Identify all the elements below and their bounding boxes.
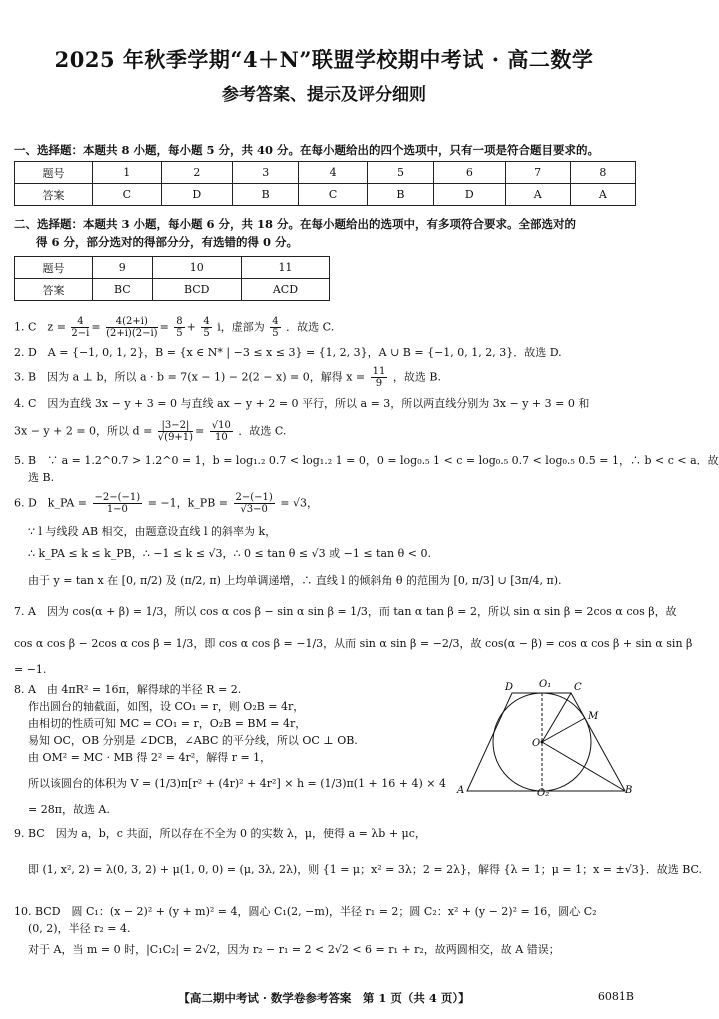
section2-intro-1: 二、选择题：本题共 3 小题，每小题 6 分，共 18 分。在每小题给出的选项中，有多项符合要求。全部选对的 — [14, 217, 577, 231]
fraction: $\frac{|3-2|}{√(9+1)}$ — [157, 420, 194, 443]
solution-8-line-7: = 28π，故选 A. — [28, 803, 110, 816]
solution-9-line-2: 即 (1, x², 2) = λ(0, 3, 2) + μ(1, 0, 0) = (μ, 3λ, 2λ)，则 {1 = μ；x² = 3λ；2 = 2λ}，解得 {λ = 1；μ = 1；x = ±√3}．故选 BC. — [28, 863, 703, 876]
fig-label-D: D — [505, 682, 514, 693]
fig-label-O: O — [532, 738, 541, 749]
solution-8-line-2: 作出圆台的轴截面，如图，设 CO₁ = r，则 O₂B = 4r， — [28, 700, 305, 713]
solution-8-line-4: 易知 OC，OB 分别是 ∠DCB，∠ABC 的平分线，所以 OC ⊥ OB. — [28, 734, 358, 747]
table-cell: B — [233, 184, 299, 206]
line-oc — [542, 693, 571, 742]
fig-label-B: B — [625, 785, 633, 796]
table-row — [15, 279, 330, 301]
solution-6-line-1: 6. D k_PA = $\frac{-2-(-1)}{1-0}$ = −1，k_PB = $\frac{2-(-1)}{√3-0}$ = √3， — [14, 492, 319, 515]
center-point — [541, 741, 544, 744]
fig-label-M: M — [588, 711, 599, 722]
solution-8-line-6: 所以该圆台的体积为 V = (1/3)π[r² + (4r)² + 4r²] × h = (1/3)π(1 + 16 + 4) × 4 — [28, 777, 446, 790]
solution-10-line-2: (0, 2)，半径 r₂ = 4. — [28, 922, 131, 935]
table-cell: 3 — [233, 162, 299, 184]
fraction: $\frac{√10}{10}$ — [211, 420, 231, 443]
document-code: 6081B — [597, 990, 634, 1003]
table-cell: 2 — [161, 162, 233, 184]
table-cell: 答案 — [15, 184, 93, 206]
fig-label-O1: O₁ — [539, 679, 552, 690]
solution-7-line-3: = −1. — [14, 663, 47, 676]
table-cell: C — [299, 184, 368, 206]
solution-5-line-2: 选 B. — [28, 471, 55, 484]
fraction: $\frac{4}{5}$ — [203, 316, 210, 339]
line-ob — [542, 742, 625, 791]
table-cell: 1 — [93, 162, 162, 184]
table-cell: D — [434, 184, 506, 206]
solution-8-line-1: 8. A 由 4πR² = 16π，解得球的半径 R = 2. — [14, 683, 242, 696]
table-cell: BC — [93, 279, 153, 301]
fig-label-A: A — [457, 785, 465, 796]
solution-6-line-3: ∴ k_PA ≤ k ≤ k_PB，∴ −1 ≤ k ≤ √3，∴ 0 ≤ tan θ ≤ √3 或 −1 ≤ tan θ < 0. — [28, 547, 431, 560]
table-cell: A — [570, 184, 635, 206]
trapezoid-shape — [467, 693, 625, 791]
solution-10-line-1: 10. BCD 圆 C₁：(x − 2)² + (y + m)² = 4，圆心 C₁(2, −m)，半径 r₁ = 2；圆 C₂：x² + (y − 2)² = 16，圆心 C₂ — [14, 905, 597, 918]
answer-table-2 — [14, 256, 330, 301]
table-cell: 8 — [570, 162, 635, 184]
table-row — [15, 257, 330, 279]
solution-9-line-1: 9. BC 因为 a，b，c 共面，所以存在不全为 0 的实数 λ，μ，使得 a = λb + μc， — [14, 827, 426, 840]
answer-table-1 — [14, 161, 636, 206]
table-cell: B — [367, 184, 433, 206]
solution-10-line-3: 对于 A，当 m = 0 时，|C₁C₂| = 2√2，因为 r₂ − r₁ = 2 < 2√2 < 6 = r₁ + r₂，故两圆相交，故 A 错误； — [28, 943, 560, 956]
table-cell: 9 — [93, 257, 153, 279]
section1-intro: 一、选择题：本题共 8 小题，每小题 5 分，共 40 分。在每小题给出的四个选项中，只有一项是符合题目要求的。 — [14, 143, 600, 157]
table-cell: 7 — [505, 162, 570, 184]
page-title: 2025 年秋季学期“4＋N”联盟学校期中考试 · 高二数学 — [54, 47, 594, 72]
page-subtitle: 参考答案、提示及评分细则 — [222, 85, 426, 105]
table-cell: ACD — [241, 279, 329, 301]
solution-5-line-1: 5. B ∵ a = 1.2^0.7 > 1.2^0 = 1，b = log₁.₂ 0.7 < log₁.₂ 1 = 0，0 = log₀.₅ 1 < c = log₀.₅ 0.7 < log₀.₅ 0.5 = 1，∴ b < c < a．故 — [14, 454, 719, 467]
solution-7-line-2: cos α cos β − 2cos α cos β = 1/3，即 cos α cos β = −1/3，从而 sin α sin β = −2/3，故 cos(α − β) = cos α cos β + sin α sin β — [14, 637, 693, 650]
table-cell: 11 — [241, 257, 329, 279]
frustum-cross-section-diagram — [455, 678, 635, 799]
solution-3: 3. B 因为 a ⊥ b，所以 a · b = 7(x − 1) − 2(2 − x) = 0，解得 x = $\frac{11}{9}$ ，故选 B. — [14, 366, 441, 389]
table-cell: C — [93, 184, 162, 206]
table-cell: 4 — [299, 162, 368, 184]
solution-8-line-3: 由相切的性质可知 MC = CO₁ = r，O₂B = BM = 4r， — [28, 717, 307, 730]
fraction: $\frac{-2-(-1)}{1-0}$ — [94, 492, 141, 515]
fraction: $\frac{4}{5}$ — [272, 316, 279, 339]
fraction: $\frac{2-(-1)}{√3-0}$ — [235, 492, 273, 515]
table-cell: 5 — [367, 162, 433, 184]
fraction: $\frac{8}{5}$ — [176, 316, 183, 339]
fraction: $\frac{4(2+i)}{(2+i)(2-i)}$ — [106, 316, 158, 339]
section2-intro-2: 得 6 分，部分选对的得部分分，有选错的得 0 分。 — [36, 235, 299, 249]
table-row — [15, 184, 636, 206]
table-cell: 题号 — [15, 257, 93, 279]
fraction: $\frac{11}{9}$ — [372, 366, 386, 389]
table-cell: 10 — [152, 257, 241, 279]
solution-4-line-2: 3x − y + 2 = 0，所以 d = $\frac{|3-2|}{√(9+1)}$ = $\frac{√10}{10}$ ．故选 C. — [14, 420, 287, 443]
page-footer: 【高二期中考试 · 数学卷参考答案 第 1 页（共 4 页）】 — [178, 991, 470, 1005]
table-cell: 答案 — [15, 279, 93, 301]
solution-6-line-4: 由于 y = tan x 在 [0, π/2) 及 (π/2, π) 上均单调递增，∴ 直线 l 的倾斜角 θ 的范围为 [0, π/3] ∪ [3π/4, π). — [28, 574, 562, 587]
solution-7-line-1: 7. A 因为 cos(α + β) = 1/3，所以 cos α cos β − sin α sin β = 1/3，而 tan α tan β = 2，所以 sin α sin β = 2cos α cos β，故 — [14, 605, 677, 618]
solution-8-line-5: 由 OM² = MC · MB 得 2² = 4r²，解得 r = 1， — [28, 751, 272, 764]
table-row — [15, 162, 636, 184]
solution-4-line-1: 4. C 因为直线 3x − y + 3 = 0 与直线 ax − y + 2 = 0 平行，所以 a = 3，所以两直线分别为 3x − y + 3 = 0 和 — [14, 397, 590, 410]
solution-6-line-2: ∵ l 与线段 AB 相交，由题意设直线 l 的斜率为 k， — [28, 525, 277, 538]
solution-1: 1. C z = $\frac{4}{2-i}$ = $\frac{4(2+i)}{(2+i)(2-i)}$ = $\frac{8}{5}$ + $\frac{4}{5}$ i，虚部为 $\frac{4}{5}$ ．故选 C. — [14, 316, 335, 339]
fig-label-O2: O₂ — [537, 788, 550, 799]
line-om — [542, 718, 585, 742]
table-cell: A — [505, 184, 570, 206]
table-cell: D — [161, 184, 233, 206]
table-cell: BCD — [152, 279, 241, 301]
solution-2: 2. D A = {−1, 0, 1, 2}，B = {x ∈ N* | −3 ≤ x ≤ 3} = {1, 2, 3}，A ∪ B = {−1, 0, 1, 2, 3}．故选 D. — [14, 346, 562, 359]
fraction: $\frac{4}{2-i}$ — [71, 316, 90, 339]
fig-label-C: C — [574, 682, 582, 693]
table-cell: 6 — [434, 162, 506, 184]
table-cell: 题号 — [15, 162, 93, 184]
